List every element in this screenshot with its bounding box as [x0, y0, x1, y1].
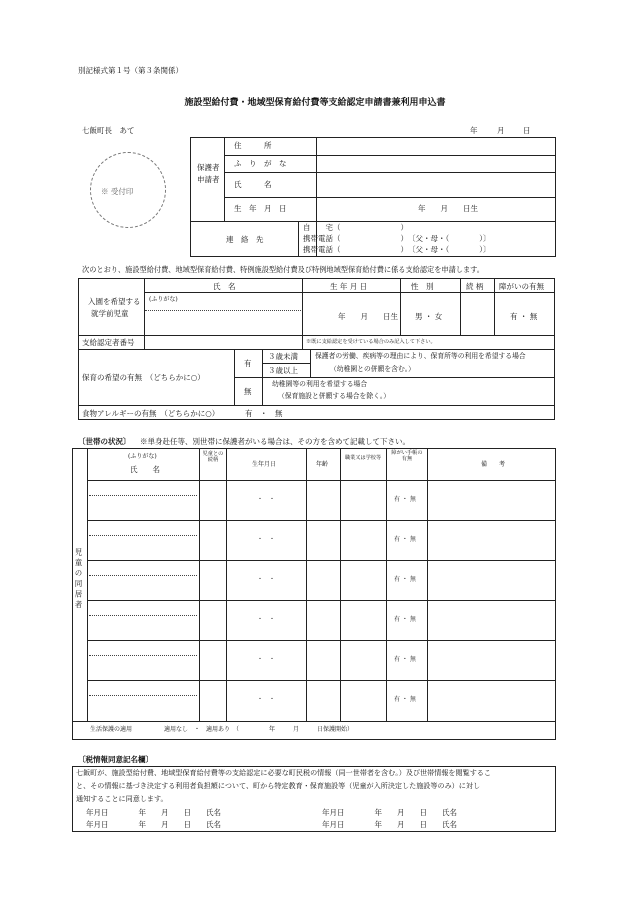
- welfare-value: 適用なし ・ 適用あり （ 年 月 日保護開始）: [164, 726, 354, 733]
- hh-row-disability: 有 ・ 無: [394, 656, 416, 663]
- hh-header-occupation: 職業又は学校等: [344, 455, 382, 461]
- hh-header-relation: 児童との続柄: [202, 451, 224, 463]
- application-statement: 次のとおり、施設型給付費、地域型保育給付費、特例施設型給付費及び特例地域型保育給付費に係る支給認定を申請します。: [82, 265, 484, 274]
- hh-row-birthdate: ・ ・: [257, 576, 276, 583]
- hh-row-disability: 有 ・ 無: [394, 496, 416, 503]
- tax-consent-text-1: 七飯町が、施設型給付費、地域型保育給付費等の支給認定に必要な町民税の情報（同一世帯者を含む。）及び世帯情報を閲覧するこ: [76, 768, 491, 777]
- header-sex: 性 別: [411, 282, 434, 291]
- signature-line: 年月日 年 月 日 氏名: [322, 808, 457, 817]
- welfare-label: 生活保護の適用: [90, 726, 133, 733]
- household-title: 〔世帯の状況〕: [78, 437, 131, 446]
- header-name: 氏 名: [213, 282, 236, 291]
- mobile-phone-2: 携帯電話（ ） 〔父・母・（ ）〕: [303, 245, 491, 254]
- hh-row-disability: 有 ・ 無: [394, 576, 416, 583]
- child-furigana: (ふりがな): [149, 296, 178, 303]
- hh-row-disability: 有 ・ 無: [394, 696, 416, 703]
- hh-row-disability: 有 ・ 無: [394, 536, 416, 543]
- child-birthdate-value: 年 月 日生: [338, 312, 398, 321]
- address-label: 住 所: [234, 141, 272, 150]
- mobile-phone-1: 携帯電話（ ） 〔父・母・（ ）〕: [303, 234, 491, 243]
- signature-line: 年月日 年 月 日 氏名: [322, 820, 457, 829]
- age-under3: ３歳未満: [268, 352, 298, 361]
- nursery-no-desc-1: 幼稚園等の利用を希望する場合: [272, 380, 368, 388]
- household-side-label: 児童の同居者: [74, 548, 83, 611]
- cert-number-label: 支給認定者番号: [82, 338, 135, 347]
- hh-row-disability: 有 ・ 無: [394, 616, 416, 623]
- hh-row-birthdate: ・ ・: [257, 656, 276, 663]
- guardian-section-label: 保護者: [197, 163, 220, 172]
- home-phone: 自 宅（ ）: [303, 223, 408, 232]
- child-sex-value: 男 ・ 女: [415, 312, 443, 321]
- tax-consent-text-2: と、その情報に基づき決定する利用者負担額について、町から特定教育・保育施設等（児童が入所決定した施設等のみ）に対し: [76, 781, 481, 790]
- name-label: 氏 名: [234, 180, 272, 189]
- date-day: 日: [523, 126, 531, 135]
- contact-label: 連 絡 先: [226, 235, 264, 244]
- addressee: 七飯町長 あて: [82, 126, 135, 135]
- nursery-yes-desc-2: （幼稚園との併願を含む。）: [330, 365, 415, 373]
- household-table: [72, 448, 556, 740]
- date-month: 月: [497, 126, 505, 135]
- allergy-value: 有 ・ 無: [245, 409, 283, 418]
- header-disability: 障がいの有無: [499, 282, 544, 291]
- child-row-label-2: 就学前児童: [91, 309, 129, 318]
- hh-row-birthdate: ・ ・: [257, 536, 276, 543]
- guardian-birthdate-value: 年 月 日生: [418, 204, 478, 213]
- age-over3: ３歳以上: [268, 366, 298, 375]
- tax-consent-title: 〔税情報同意記名欄〕: [78, 755, 153, 764]
- hh-row-birthdate: ・ ・: [257, 496, 276, 503]
- nursery-no: 無: [244, 387, 252, 396]
- furigana-label: ふ り が な: [234, 159, 287, 168]
- stamp-label: ※ 受付印: [101, 187, 134, 196]
- header-birthdate: 生 年 月 日: [330, 282, 368, 291]
- tax-consent-text-3: 通知することに同意します。: [76, 794, 168, 803]
- hh-header-remarks: 備 考: [481, 461, 506, 468]
- signature-line: 年月日 年 月 日 氏名: [86, 820, 221, 829]
- guardian-applicant-label: 申請者: [197, 175, 220, 184]
- date-year: 年: [470, 126, 478, 135]
- hh-row-birthdate: ・ ・: [257, 696, 276, 703]
- household-note: ※単身赴任等、別世帯に保護者がいる場合は、その方を含めて記載して下さい。: [140, 437, 410, 446]
- nursery-label: 保育の希望の有無 （どちらかに○）: [82, 373, 205, 382]
- child-row-label-1: 入園を希望する: [88, 297, 141, 306]
- signature-line: 年月日 年 月 日 氏名: [86, 808, 221, 817]
- hh-header-name: 氏 名: [130, 465, 160, 474]
- form-number: 別記様式第１号（第３条関係）: [78, 66, 183, 75]
- nursery-yes: 有: [244, 359, 252, 368]
- child-disability-value: 有 ・ 無: [510, 312, 538, 321]
- nursery-yes-desc-1: 保護者の労働、疾病等の理由により、保育所等の利用を希望する場合: [315, 352, 526, 360]
- hh-header-age: 年齢: [316, 461, 329, 468]
- hh-row-birthdate: ・ ・: [257, 616, 276, 623]
- nursery-no-desc-2: （保育施設と併願する場合を除く。）: [278, 392, 391, 400]
- header-relation: 続 柄: [466, 282, 484, 291]
- birthdate-label: 生 年 月 日: [234, 204, 287, 213]
- hh-header-furigana: (ふりがな): [128, 453, 157, 460]
- hh-header-birthdate: 生年月日: [252, 461, 277, 468]
- form-title: 施設型給付費・地域型保育給付費等支給認定申請書兼利用申込書: [184, 98, 446, 108]
- allergy-label: 食物アレルギーの有無 （どちらかに○）: [82, 409, 220, 418]
- cert-note: ※既に支給認定を受けている場合のみ記入して下さい。: [306, 339, 436, 345]
- hh-header-disability: 障がい手帳の有無: [391, 450, 423, 462]
